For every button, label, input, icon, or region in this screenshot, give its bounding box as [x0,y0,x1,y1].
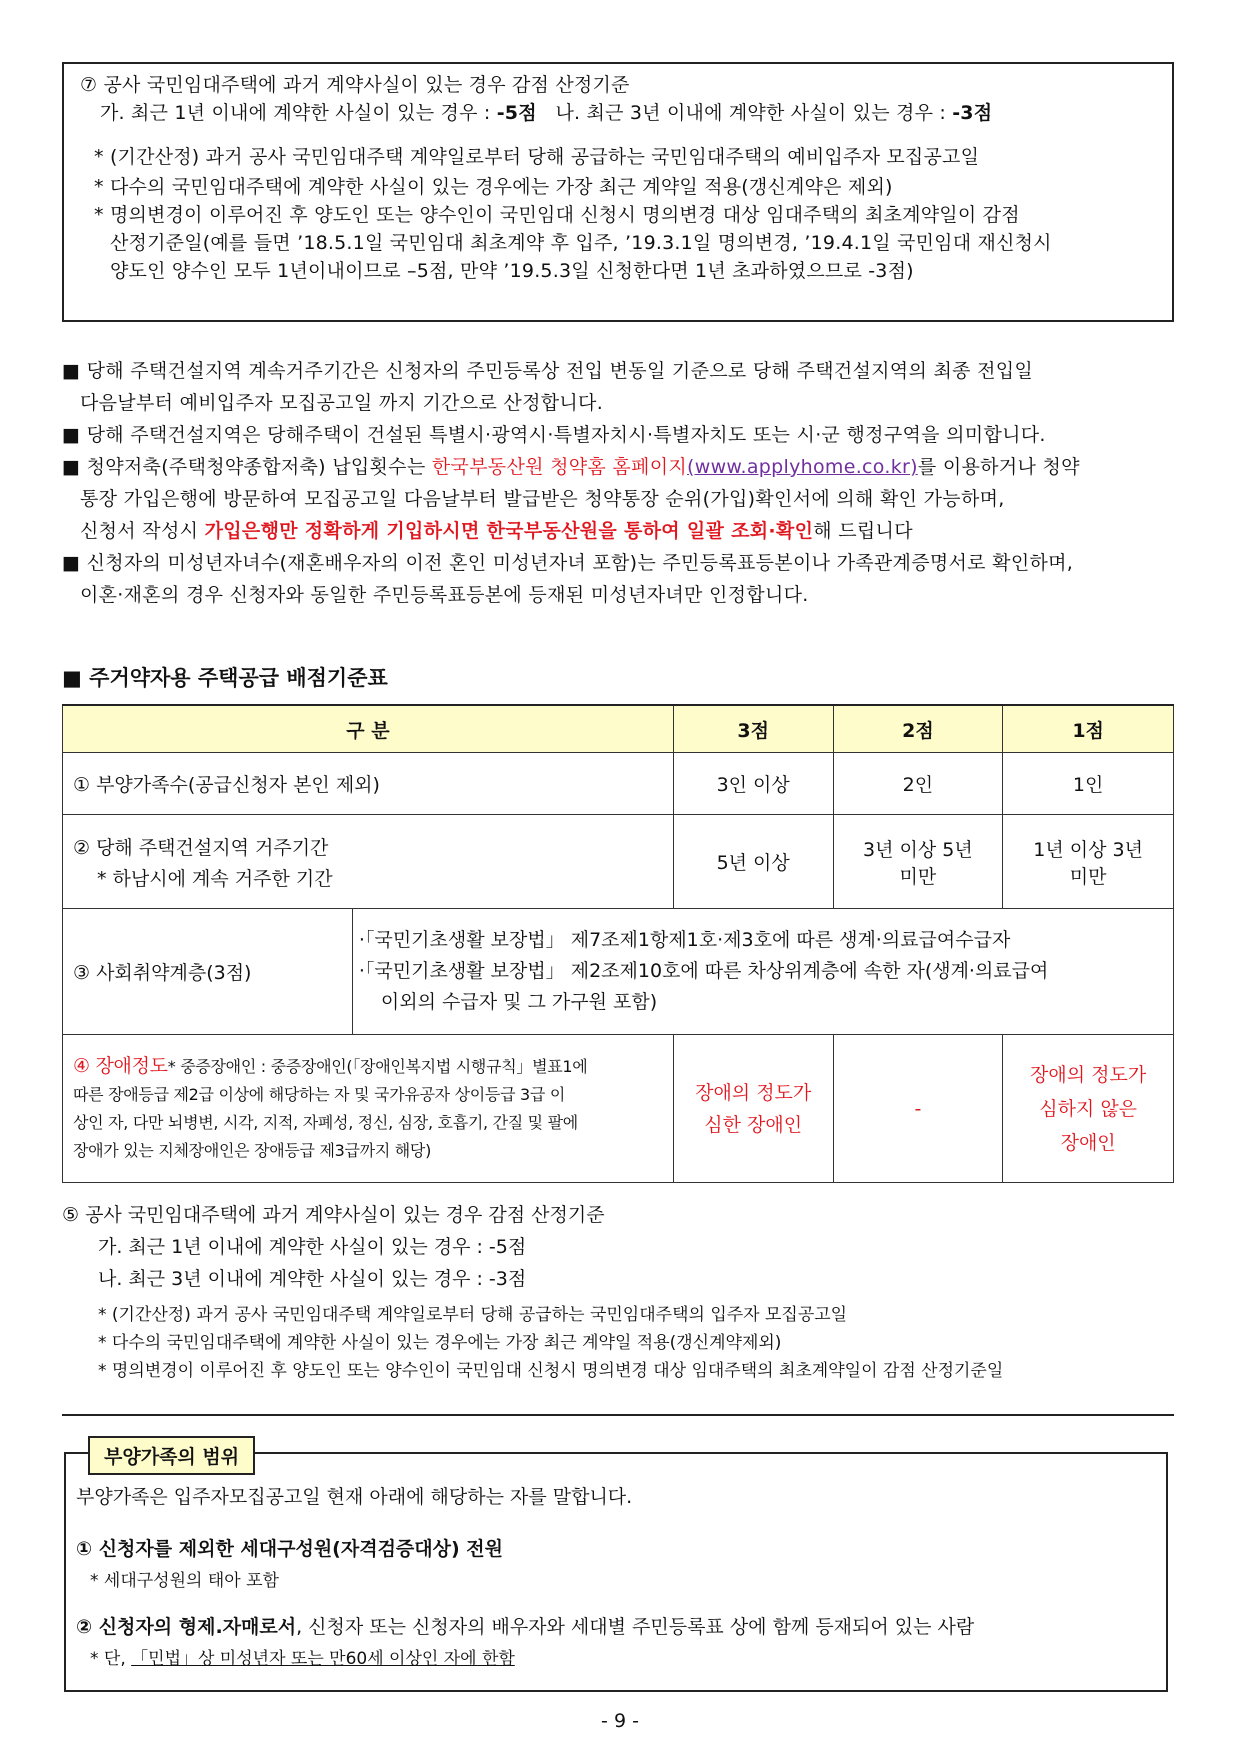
header-2pt: 2점 [833,705,1003,753]
table-row: ② 당해 주택건설지역 거주기간 * 하남시에 계속 거주한 기간 5년 이상 3년 이상 5년 미만 1년 이상 3년 미만 [63,815,1174,909]
range-item-1-note: * 세대구성원의 태아 포함 [90,1571,279,1591]
range-item-1: ① 신청자를 제외한 세대구성원(자격검증대상) 전원 [76,1538,503,1560]
box7-note-3c: 양도인 양수인 모두 1년이내이므로 –5점, 만약 ’19.5.3일 신청한다면 1년 초과하였으므로 -3점) [110,260,914,282]
box7-note-1: * (기간산정) 과거 공사 국민임대주택 계약일로부터 당해 공급하는 국민임대주택의 예비입주자 모집공고일 [94,146,980,168]
sec5-a: 가. 최근 1년 이내에 계약한 사실이 있는 경우 : -5점 [98,1236,527,1258]
bullet-1a: ■ 당해 주택건설지역 계속거주기간은 신청자의 주민등록상 전입 변동일 기준으로 당해 주택건설지역의 최종 전입일 [62,360,1034,382]
box7-note-2: * 다수의 국민임대주택에 계약한 사실이 있는 경우에는 가장 최근 계약일 적용(갱신계약은 제외) [94,176,893,198]
applyhome-link[interactable]: (www.applyhome.co.kr) [687,456,918,478]
header-category: 구 분 [63,705,674,753]
bullet-3a: ■ 청약저축(주택청약종합저축) 납입횟수는 한국부동산원 청약홈 홈페이지(www.applyhome.co.kr)를 이용하거나 청약 [62,456,1080,478]
sec5-note-2: * 다수의 국민임대주택에 계약한 사실이 있는 경우에는 가장 최근 계약일 적용(갱신계약제외) [98,1333,782,1353]
box7-line-a: 가. 최근 1년 이내에 계약한 사실이 있는 경우 : -5점 나. 최근 3년 이내에 계약한 사실이 있는 경우 : -3점 [100,102,993,124]
dependents-box [64,1452,1168,1692]
row3-desc: ·「국민기초생활 보장법」 제7조제1항제1호·제3호에 따른 생계·의료급여수급자 ·「국민기초생활 보장법」 제2조제10호에 따른 차상위계층에 속한 자(생계·의료급여 이외의 수급자 및 그 가구원 포함) [352,909,1173,1035]
bullet-1b: 다음날부터 예비입주자 모집공고일 까지 기간으로 산정합니다. [80,392,604,414]
score-table [62,704,1174,1183]
range-item-2-note: * 단, 「민법」상 미성년자 또는 만60세 이상인 자에 한함 [90,1649,515,1669]
row4-label: ④ 장애정도* 중증장애인 : 중증장애인(「장애인복지법 시행규칙」별표1에 따른 장애등급 제2급 이상에 해당하는 자 및 국가유공자 상이등급 3급 이 상인 자, 다만 뇌병변, 시각, 지적, 자폐성, 정신, 심장, 호흡기, 간질 및 팔에 장애가 있는 지체장애인은 장애등급 제3급까지 해당) [63,1035,674,1183]
row3-label: ③ 사회취약계층(3점) [63,909,353,1035]
sec5-b: 나. 최근 3년 이내에 계약한 사실이 있는 경우 : -3점 [98,1268,527,1290]
bullet-3b: 통장 가입은행에 방문하여 모집공고일 다음날부터 발급받은 청약통장 순위(가입)확인서에 의해 확인 가능하며, [80,488,1005,510]
sec5-note-1: * (기간산정) 과거 공사 국민임대주택 계약일로부터 당해 공급하는 국민임대주택의 입주자 모집공고일 [98,1305,848,1325]
table-row: ④ 장애정도* 중증장애인 : 중증장애인(「장애인복지법 시행규칙」별표1에 따른 장애등급 제2급 이상에 해당하는 자 및 국가유공자 상이등급 3급 이 상인 자, 다만 뇌병변, 시각, 지적, 자폐성, 정신, 심장, 호흡기, 간질 및 팔에 장애가 있는 지체장애인은 장애등급 제3급까지 해당) 장애의 정도가 심한 장애인 - 장애의 정도가 심하지 않은 장애인 [63,1035,1174,1183]
dependents-box-tag: 부양가족의 범위 [88,1436,255,1475]
header-3pt: 3점 [673,705,833,753]
notice-box-7 [62,62,1174,322]
bullet-2: ■ 당해 주택건설지역은 당해주택이 건설된 특별시·광역시·특별자치시·특별자치도 또는 시·군 행정구역을 의미합니다. [62,424,1046,446]
box7-note-3b: 산정기준일(예를 들면 ’18.5.1일 국민임대 최초계약 후 입주, ’19.3.1일 명의변경, ’19.4.1일 국민임대 재신청시 [110,232,1052,254]
sec5-note-3: * 명의변경이 이루어진 후 양도인 또는 양수인이 국민임대 신청시 명의변경 대상 임대주택의 최초계약일이 감점 산정기준일 [98,1361,1004,1381]
range-item-2: ② 신청자의 형제.자매로서, 신청자 또는 신청자의 배우자와 세대별 주민등록표 상에 함께 등재되어 있는 사람 [76,1616,975,1638]
table-header-row [63,705,1174,753]
page-number: - 9 - [601,1710,639,1732]
bullet-3c: 신청서 작성시 가입은행만 정확하게 기입하시면 한국부동산원을 통하여 일괄 조회·확인해 드립니다 [80,520,913,542]
header-1pt: 1점 [1003,705,1174,753]
section-title: ■ 주거약자용 주택공급 배점기준표 [62,666,388,690]
box7-title: ⑦ 공사 국민임대주택에 과거 계약사실이 있는 경우 감점 산정기준 [80,74,630,96]
bullet-4a: ■ 신청자의 미성년자녀수(재혼배우자의 이전 혼인 미성년자녀 포함)는 주민등록표등본이나 가족관계증명서로 확인하며, [62,552,1074,574]
row2-label: ② 당해 주택건설지역 거주기간 * 하남시에 계속 거주한 기간 [63,815,674,909]
range-intro: 부양가족은 입주자모집공고일 현재 아래에 해당하는 자를 말합니다. [76,1486,633,1508]
sec5-title: ⑤ 공사 국민임대주택에 과거 계약사실이 있는 경우 감점 산정기준 [62,1204,605,1226]
bullet-4b: 이혼·재혼의 경우 신청자와 동일한 주민등록표등본에 등재된 미성년자녀만 인정합니다. [80,584,809,606]
table-row: ① 부양가족수(공급신청자 본인 제외) 3인 이상 2인 1인 [63,753,1174,815]
box7-note-3a: * 명의변경이 이루어진 후 양도인 또는 양수인이 국민임대 신청시 명의변경 대상 임대주택의 최초계약일이 감점 [94,204,1020,226]
divider [62,1414,1174,1416]
table-row [63,909,1174,1035]
row1-label: ① 부양가족수(공급신청자 본인 제외) [63,753,674,815]
